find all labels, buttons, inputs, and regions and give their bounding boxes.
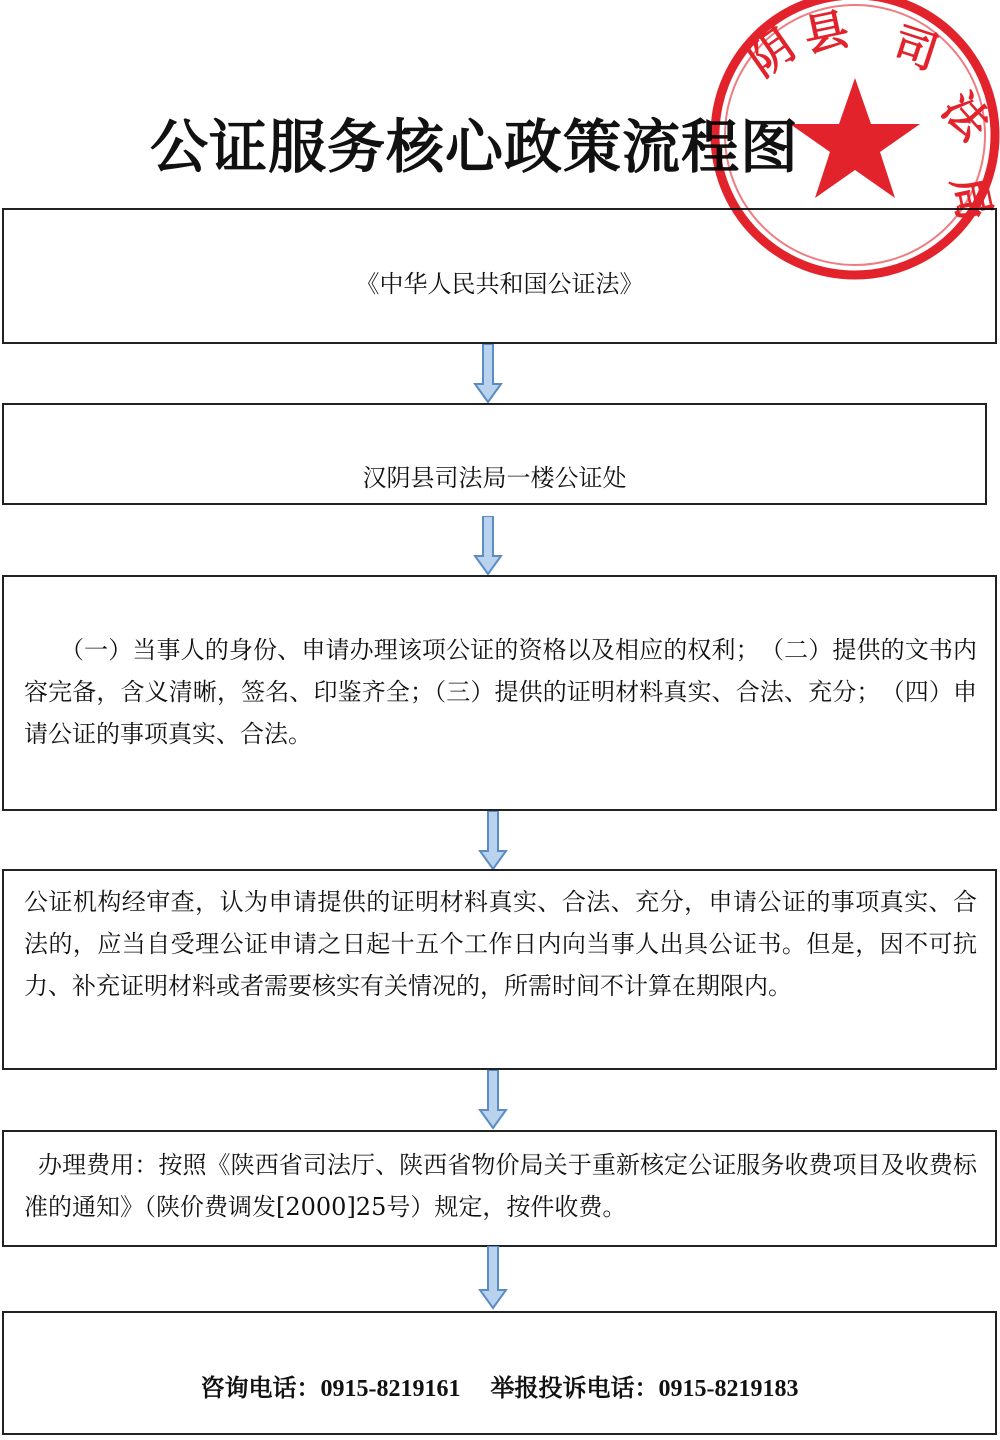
consult-phone-number: 0915-8219161 [320, 1376, 461, 1402]
contact-row [4, 1367, 995, 1410]
flow-step-2 [2, 403, 987, 505]
seal-char-1: 阴 [739, 19, 805, 88]
flow-step-5 [2, 1130, 997, 1247]
flow-step-3 [2, 575, 997, 811]
contact-box [2, 1311, 997, 1435]
down-arrow-icon [478, 1070, 508, 1130]
seal-char-4: 法 [931, 83, 1000, 151]
down-arrow-icon [478, 811, 508, 871]
page-title: 公证服务核心政策流程图 [150, 113, 800, 181]
flow-step-3-text: （一）当事人的身份、申请办理该项公证的资格以及相应的权利； （二）提供的文书内容完备，含义清晰，签名、印鉴齐全；（三）提供的证明材料真实、合法、充分； （四）申请公证的事项真实、合法。 [24, 636, 977, 748]
seal-char-5: 局 [941, 171, 1000, 226]
report-phone-number: 0915-8219183 [658, 1376, 799, 1402]
flow-step-2-text: 汉阴县司法局一楼公证处 [362, 464, 627, 492]
flow-step-5-text: 办理费用：按照《陕西省司法厅、陕西省物价局关于重新核定公证服务收费项目及收费标准的通知》（陕价费调发[2000]25号）规定，按件收费。 [24, 1151, 977, 1221]
seal-char-2: 县 [799, 3, 854, 63]
consult-phone-label: 咨询电话： [200, 1373, 321, 1402]
seal-char-3: 司 [886, 17, 945, 81]
report-phone-label: 举报投诉电话： [490, 1373, 659, 1402]
seal-star-icon [790, 78, 920, 198]
official-seal-icon [690, 0, 1000, 290]
flow-step-1-text: 《中华人民共和国公证法》 [355, 270, 644, 298]
down-arrow-icon [478, 1246, 508, 1310]
down-arrow-icon [473, 516, 503, 576]
flow-step-4 [2, 869, 997, 1070]
down-arrow-icon [473, 344, 503, 404]
flow-step-4-text: 公证机构经审查，认为申请提供的证明材料真实、合法、充分，申请公证的事项真实、合法的，应当自受理公证申请之日起十五个工作日内向当事人出具公证书。但是，因不可抗力、补充证明材料或者需要核实有关情况的，所需时间不计算在期限内。 [24, 888, 977, 1000]
